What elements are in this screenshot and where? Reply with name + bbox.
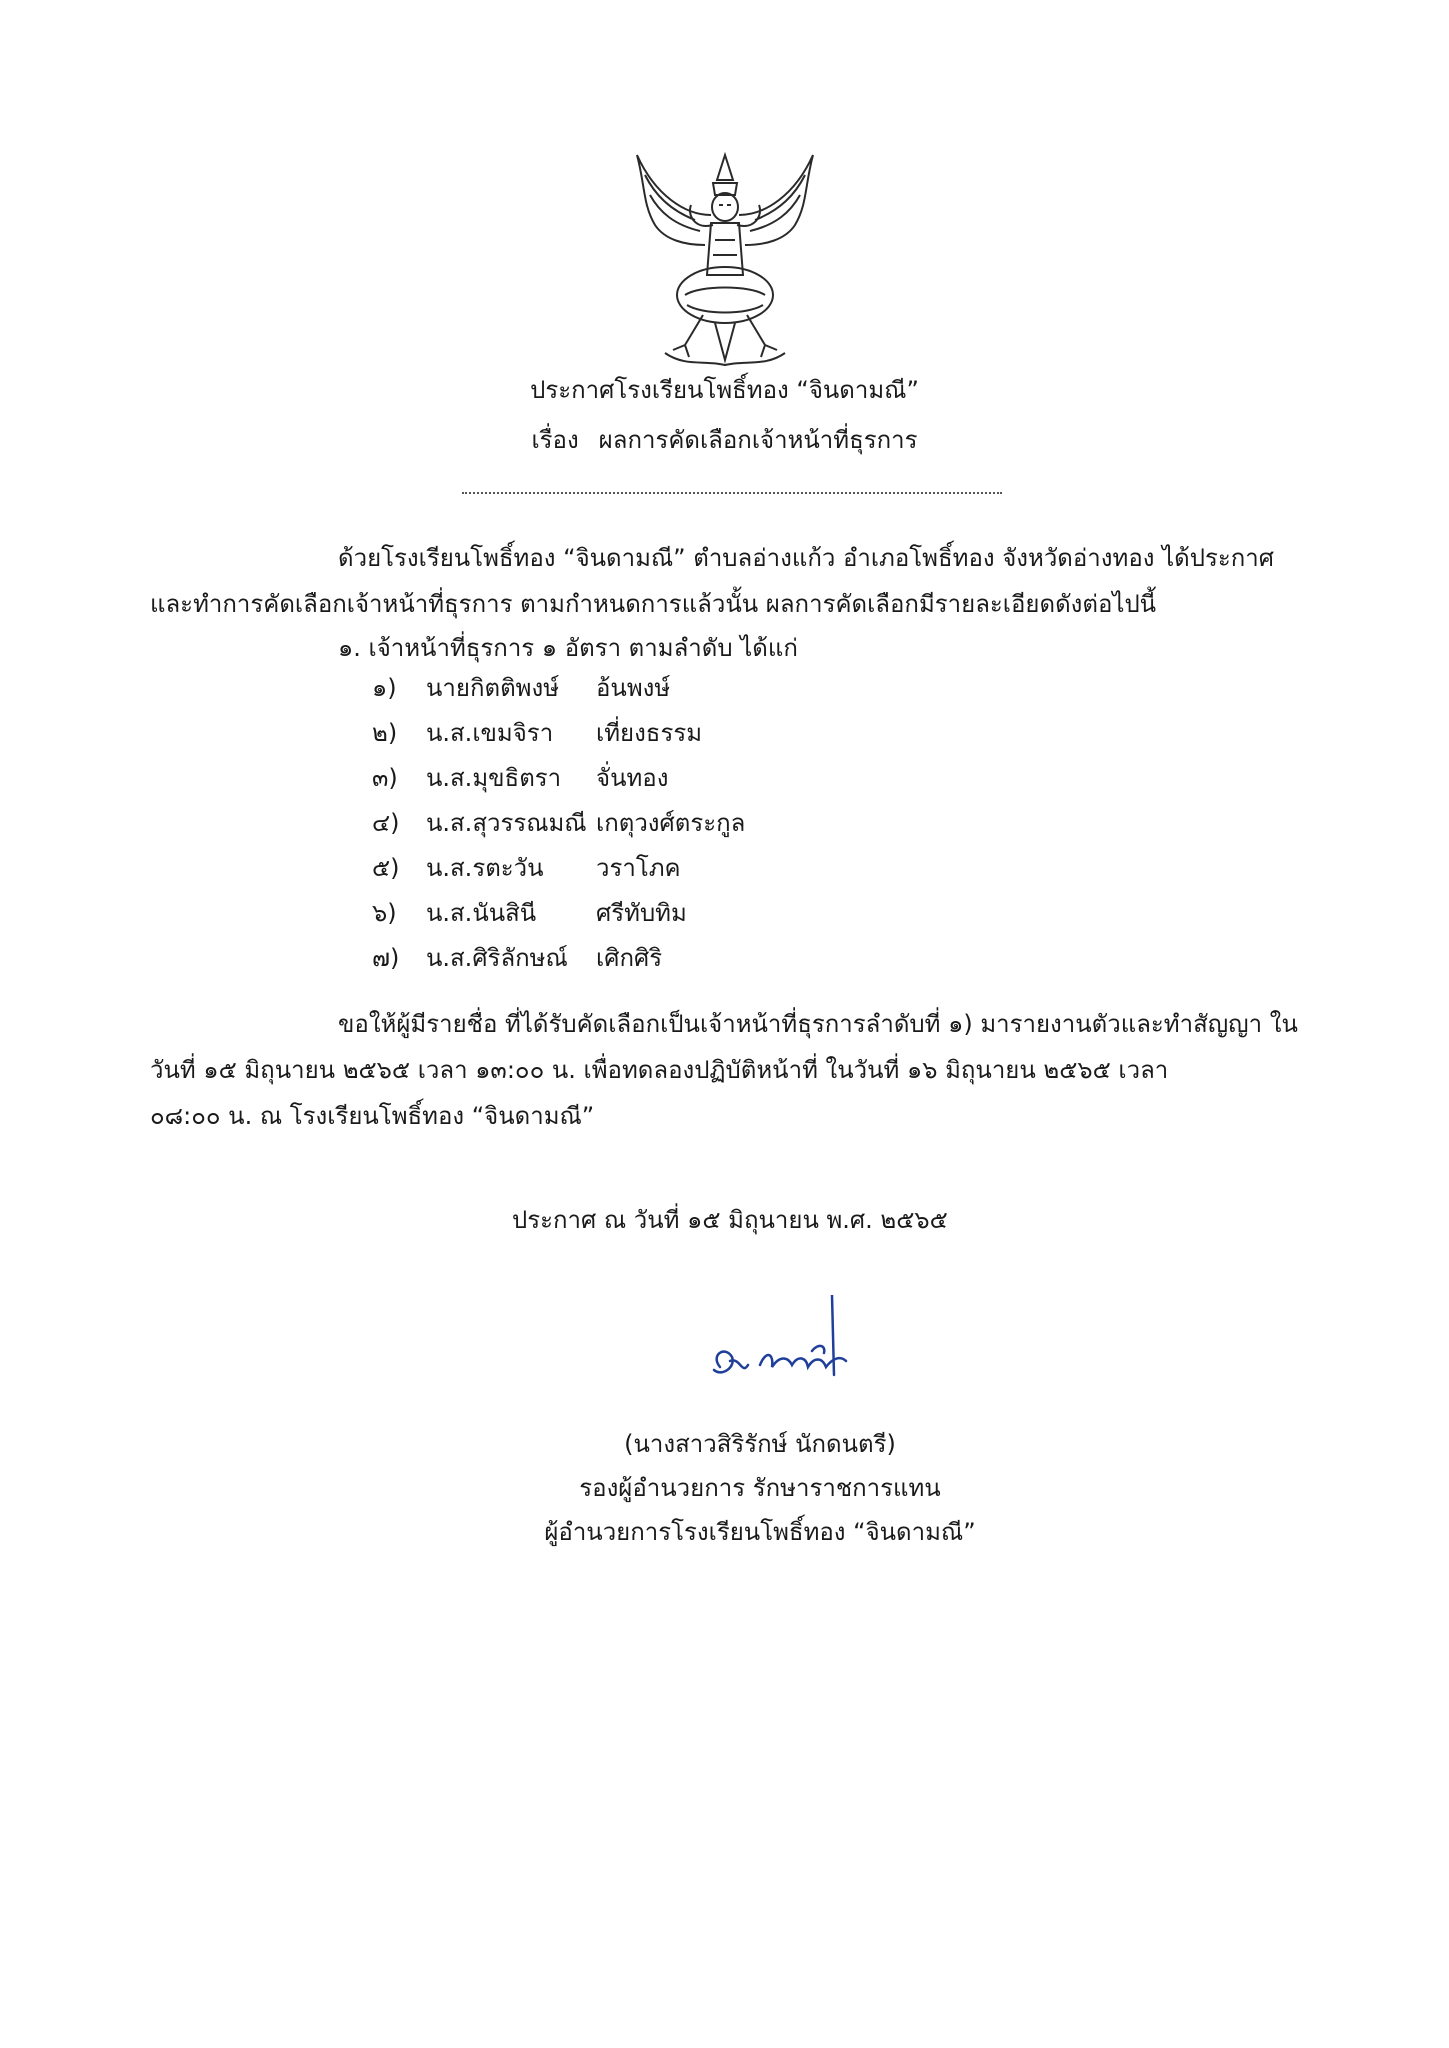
- list-number: ๑): [372, 674, 397, 702]
- list-number: ๔): [372, 809, 400, 837]
- garuda-emblem-icon: [625, 145, 825, 370]
- intro-line-2: และทำการคัดเลือกเจ้าหน้าที่ธุรการ ตามกำหนดการแล้วนั้น ผลการคัดเลือกมีรายละเอียดดังต่อไปนี้: [150, 590, 1157, 618]
- signatory-position-1: รองผู้อำนวยการ รักษาราชการแทน: [579, 1474, 941, 1502]
- subject-text: ผลการคัดเลือกเจ้าหน้าที่ธุรการ: [598, 426, 918, 454]
- document-title: ประกาศโรงเรียนโพธิ์ทอง “จินดามณี”: [530, 376, 919, 404]
- closing-line-3: ๐๘:๐๐ น. ณ โรงเรียนโพธิ์ทอง “จินดามณี”: [150, 1102, 595, 1130]
- list-heading: ๑. เจ้าหน้าที่ธุรการ ๑ อัตรา ตามลำดับ ได้แก่: [338, 634, 798, 662]
- subject-label: เรื่อง: [531, 426, 579, 454]
- intro-line-1: ด้วยโรงเรียนโพธิ์ทอง “จินดามณี” ตำบลอ่างแก้ว อำเภอโพธิ์ทอง จังหวัดอ่างทอง ได้ประกาศ: [338, 544, 1274, 572]
- dotted-divider: [462, 492, 1002, 494]
- last-name: เกตุวงศ์ตระกูล: [596, 809, 746, 837]
- document-subject: [0, 424, 1449, 456]
- signatory-block: [540, 1422, 980, 1554]
- list-number: ๒): [372, 719, 398, 747]
- first-name: น.ส.มุขธิตรา: [426, 764, 562, 792]
- last-name: เที่ยงธรรม: [596, 719, 703, 747]
- first-name: น.ส.สุวรรณมณี: [426, 809, 587, 837]
- signatory-position-2: ผู้อำนวยการโรงเรียนโพธิ์ทอง “จินดามณี”: [544, 1518, 976, 1546]
- first-name: น.ส.ศิริลักษณ์: [426, 944, 568, 972]
- closing-line-1: ขอให้ผู้มีรายชื่อ ที่ได้รับคัดเลือกเป็นเจ้าหน้าที่ธุรการลำดับที่ ๑) มารายงานตัวและทำสัญญา ใน: [338, 1010, 1298, 1038]
- signatory-name: (นางสาวสิริรักษ์ นักดนตรี): [624, 1430, 896, 1458]
- first-name: น.ส.รตะวัน: [426, 854, 544, 882]
- last-name: วราโภค: [596, 854, 681, 882]
- first-name: นายกิตติพงษ์: [426, 674, 560, 702]
- first-name: น.ส.นันสินี: [426, 899, 537, 927]
- last-name: เศิกศิริ: [596, 944, 663, 972]
- announce-date: ประกาศ ณ วันที่ ๑๕ มิถุนายน พ.ศ. ๒๕๖๕: [512, 1206, 948, 1234]
- handwritten-signature-icon: [700, 1295, 890, 1395]
- last-name: อ้นพงษ์: [596, 674, 671, 702]
- list-number: ๓): [372, 764, 398, 792]
- list-number: ๕): [372, 854, 400, 882]
- last-name: จั่นทอง: [596, 764, 669, 792]
- last-name: ศรีทับทิม: [596, 899, 687, 927]
- closing-line-2: วันที่ ๑๕ มิถุนายน ๒๕๖๕ เวลา ๑๓:๐๐ น. เพื่อทดลองปฏิบัติหน้าที่ ในวันที่ ๑๖ มิถุนายน ๒๕๖๕ เวลา: [150, 1056, 1169, 1084]
- list-number: ๖): [372, 899, 397, 927]
- list-number: ๗): [372, 944, 400, 972]
- first-name: น.ส.เขมจิรา: [426, 719, 554, 747]
